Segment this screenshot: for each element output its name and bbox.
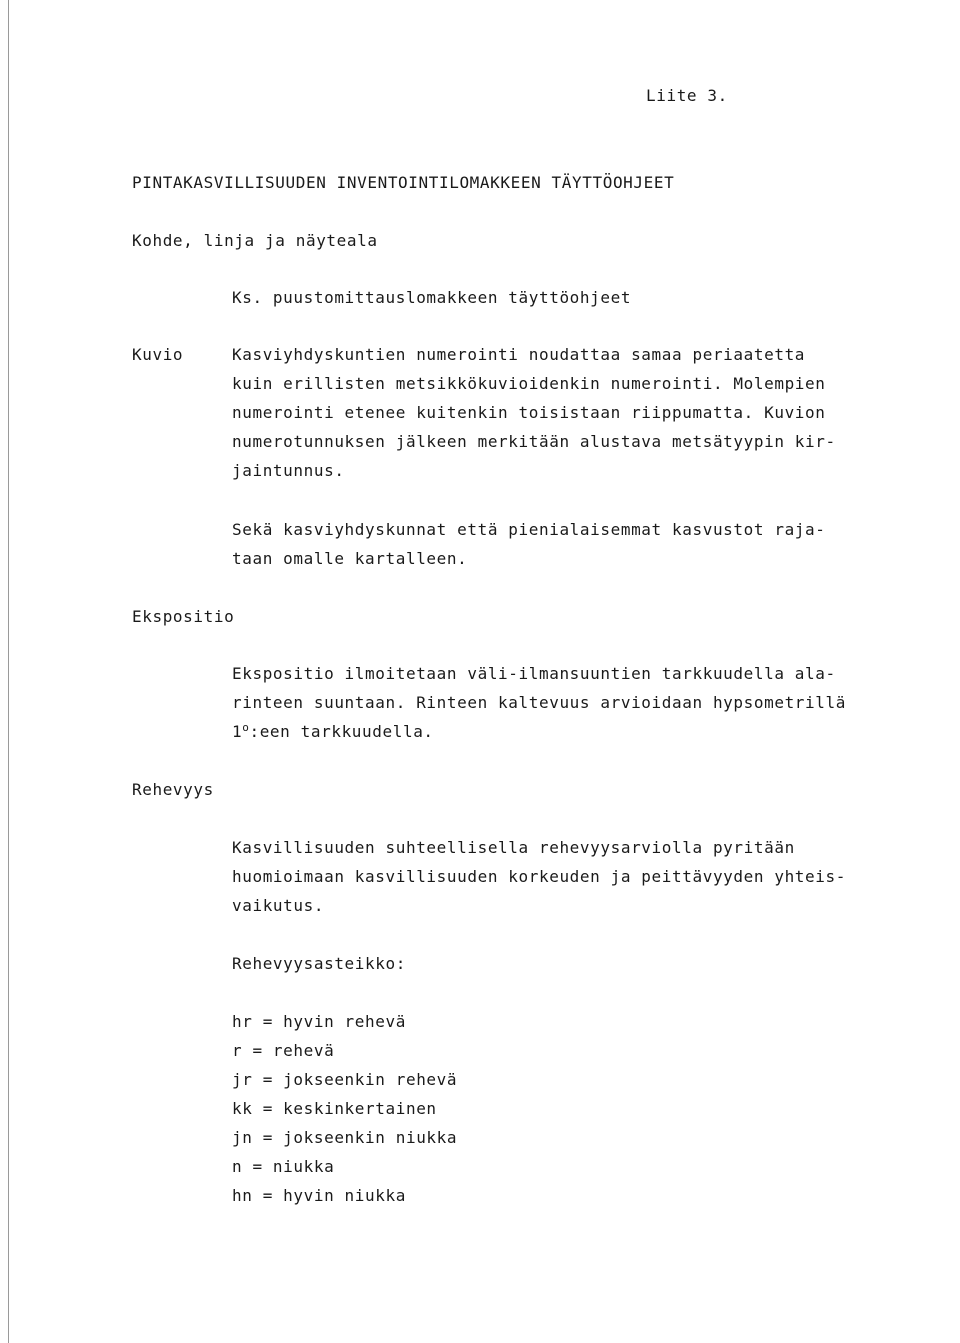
document-title: PINTAKASVILLISUUDEN INVENTOINTILOMAKKEEN TÄYTTÖOHJEET [132, 173, 675, 192]
section-label-kuvio: Kuvio [132, 345, 184, 364]
text-line [232, 722, 434, 742]
text-line: Sekä kasviyhdyskunnat että pienialaisemmat kasvustot raja- [232, 520, 826, 539]
list-item: jr = jokseenkin rehevä [232, 1070, 458, 1089]
degree-suffix: :een tarkkuudella. [249, 722, 434, 741]
text-line: Ekspositio ilmoitetaan väli-ilmansuuntien tarkkuudella ala- [232, 664, 836, 683]
text-line: kuin erillisten metsikkökuvioidenkin numerointi. Molempien [232, 374, 826, 393]
text-line: numerotunnuksen jälkeen merkitään alustava metsätyypin kir- [232, 432, 836, 451]
list-item: hn = hyvin niukka [232, 1186, 406, 1205]
section-label-ekspositio: Ekspositio [132, 607, 235, 626]
kohde-text: Ks. puustomittauslomakkeen täyttöohjeet [232, 288, 632, 307]
text-line: Kasvillisuuden suhteellisella rehevyysarviolla pyritään [232, 838, 795, 857]
list-item: r = rehevä [232, 1041, 335, 1060]
attachment-label: Liite 3. [646, 86, 728, 105]
list-item: jn = jokseenkin niukka [232, 1128, 458, 1147]
section-label-kohde: Kohde, linja ja näyteala [132, 231, 378, 250]
text-line: rinteen suuntaan. Rinteen kaltevuus arvioidaan hypsometrillä [232, 693, 846, 712]
text-line: huomioimaan kasvillisuuden korkeuden ja peittävyyden yhteis- [232, 867, 846, 886]
degree-superscript: o [242, 721, 250, 734]
section-label-rehevyys: Rehevyys [132, 780, 214, 799]
text-line: jaintunnus. [232, 461, 345, 480]
text-line: Kasviyhdyskuntien numerointi noudattaa samaa periaatetta [232, 345, 806, 364]
scale-title: Rehevyysasteikko: [232, 954, 406, 973]
text-line: taan omalle kartalleen. [232, 549, 468, 568]
text-line: numerointi etenee kuitenkin toisistaan riippumatta. Kuvion [232, 403, 826, 422]
list-item: kk = keskinkertainen [232, 1099, 437, 1118]
list-item: hr = hyvin rehevä [232, 1012, 406, 1031]
degree-number: 1 [232, 722, 243, 741]
list-item: n = niukka [232, 1157, 335, 1176]
scan-page-edge [8, 0, 9, 1343]
text-line: vaikutus. [232, 896, 325, 915]
